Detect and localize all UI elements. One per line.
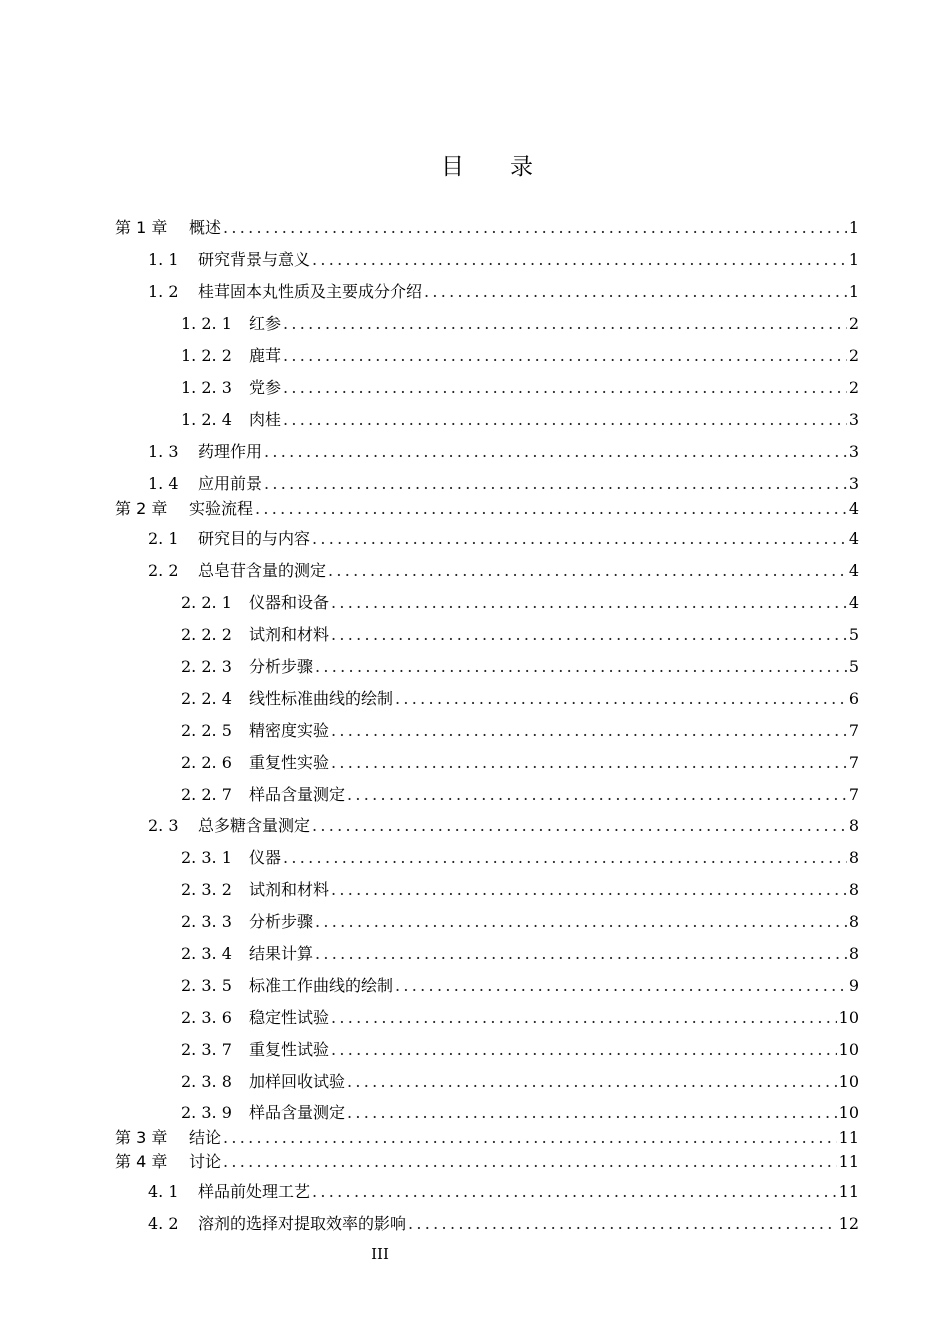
toc-entry-page: 3 [848, 474, 859, 493]
toc-entry[interactable] [181, 312, 859, 336]
dot-leader [283, 376, 847, 400]
toc-entry-number: 2. 2. 2 [181, 625, 232, 644]
toc-entry-number: 2. 3. 8 [181, 1072, 232, 1091]
dot-leader [255, 497, 847, 521]
toc-entry[interactable] [181, 783, 859, 807]
toc-entry-label [181, 1070, 345, 1094]
toc-entry-title: 样品前处理工艺 [198, 1182, 311, 1201]
toc-entry-page: 7 [848, 721, 859, 740]
toc-entry[interactable] [181, 974, 859, 998]
toc-entry-page: 4 [848, 561, 859, 580]
dot-leader [408, 1212, 837, 1236]
toc-entry-page: 6 [848, 689, 859, 708]
toc-entry[interactable] [115, 216, 859, 240]
toc-entry[interactable] [148, 280, 859, 304]
toc-entry-page: 4 [848, 499, 859, 518]
toc-entry[interactable] [181, 687, 859, 711]
toc-entry-number: 1. 2. 4 [181, 410, 232, 429]
toc-entry-label [181, 942, 313, 966]
toc-entry-title: 仪器和设备 [249, 593, 330, 612]
toc-entry-title: 仪器 [249, 848, 282, 867]
toc-entry-label [181, 376, 281, 400]
toc-entry-number: 1. 3 [148, 442, 179, 461]
dot-leader [264, 440, 847, 464]
toc-entry-title: 稳定性试验 [249, 1008, 330, 1027]
toc-entry-label [181, 974, 393, 998]
toc-entry-title: 实验流程 [189, 499, 254, 518]
toc-entry-label [181, 344, 281, 368]
toc-entry-label [115, 497, 253, 521]
dot-leader [331, 719, 847, 743]
toc-entry-title: 讨论 [189, 1152, 222, 1171]
dot-leader [283, 408, 847, 432]
toc-entry-page: 3 [848, 410, 859, 429]
toc-entry[interactable] [181, 1101, 859, 1125]
dot-leader [264, 472, 847, 496]
toc-entry-label [181, 878, 329, 902]
toc-entry-label [115, 216, 221, 240]
toc-entry-title: 鹿茸 [249, 346, 282, 365]
toc-entry-label [148, 440, 262, 464]
toc-entry-number: 第 3 章 [115, 1128, 168, 1147]
toc-entry-page: 2 [848, 346, 859, 365]
toc-entry-title: 分析步骤 [249, 657, 314, 676]
toc-entry-label [181, 1038, 329, 1062]
toc-entry-label [181, 1101, 345, 1125]
dot-leader [347, 1101, 837, 1125]
toc-entry[interactable] [181, 376, 859, 400]
toc-entry-number: 2. 3. 9 [181, 1103, 232, 1122]
toc-entry-title: 结果计算 [249, 944, 314, 963]
toc-entry-label [181, 408, 281, 432]
toc-entry[interactable] [181, 408, 859, 432]
toc-entry-title: 肉桂 [249, 410, 282, 429]
toc-entry-number: 1. 2 [148, 282, 179, 301]
toc-entry-number: 2. 3. 1 [181, 848, 232, 867]
toc-entry-label [181, 655, 313, 679]
toc-entry-number: 2. 2. 4 [181, 689, 232, 708]
toc-entry[interactable] [181, 344, 859, 368]
toc-entry-number: 1. 2. 3 [181, 378, 232, 397]
toc-entry-page: 5 [848, 657, 859, 676]
toc-entry-title: 概述 [189, 218, 222, 237]
toc-entry[interactable] [181, 910, 859, 934]
toc-entry-title: 重复性实验 [249, 753, 330, 772]
toc-entry-number: 2. 3. 7 [181, 1040, 232, 1059]
dot-leader [315, 910, 847, 934]
toc-entry-title: 研究目的与内容 [198, 529, 311, 548]
toc-entry-title: 研究背景与意义 [198, 250, 311, 269]
dot-leader [223, 1126, 837, 1150]
dot-leader [223, 216, 847, 240]
dot-leader [312, 1180, 837, 1204]
toc-entry-number: 2. 2. 1 [181, 593, 232, 612]
toc-entry-number: 1. 2. 2 [181, 346, 232, 365]
dot-leader [312, 814, 847, 838]
toc-entry-page: 8 [848, 944, 859, 963]
dot-leader [331, 1006, 837, 1030]
toc-entry-number: 2. 3. 5 [181, 976, 232, 995]
toc-entry-title: 药理作用 [198, 442, 263, 461]
page-number-footer: III [371, 1245, 389, 1263]
title-char-right: 录 [510, 154, 535, 180]
dot-leader [395, 687, 847, 711]
toc-entry[interactable] [115, 497, 859, 521]
toc-entry-number: 4. 1 [148, 1182, 179, 1201]
toc-entry-title: 溶剂的选择对提取效率的影响 [198, 1214, 407, 1233]
toc-entry-title: 精密度实验 [249, 721, 330, 740]
toc-entry-number: 2. 3. 2 [181, 880, 232, 899]
toc-entry[interactable] [148, 527, 859, 551]
dot-leader [328, 559, 847, 583]
toc-entry-number: 2. 2 [148, 561, 179, 580]
toc-entry-title: 红参 [249, 314, 282, 333]
toc-entry-title: 样品含量测定 [249, 785, 346, 804]
toc-entry-number: 4. 2 [148, 1214, 179, 1233]
toc-entry-label [148, 472, 262, 496]
toc-entry[interactable] [148, 814, 859, 838]
toc-entry-number: 2. 2. 6 [181, 753, 232, 772]
toc-entry[interactable] [181, 1070, 859, 1094]
toc-entry-title: 分析步骤 [249, 912, 314, 931]
toc-entry[interactable] [148, 559, 859, 583]
toc-entry[interactable] [181, 1038, 859, 1062]
toc-entry-title: 标准工作曲线的绘制 [249, 976, 394, 995]
toc-entry-number: 第 4 章 [115, 1152, 168, 1171]
toc-entry-title: 总多糖含量测定 [198, 816, 311, 835]
toc-entry-label [181, 910, 313, 934]
toc-entry[interactable] [181, 591, 859, 615]
toc-entry-page: 11 [838, 1182, 859, 1201]
toc-entry-label [148, 280, 422, 304]
toc-entry-page: 11 [838, 1152, 859, 1171]
toc-entry-page: 1 [848, 250, 859, 269]
dot-leader [312, 248, 847, 272]
dot-leader [331, 878, 847, 902]
toc-entry-label [181, 312, 281, 336]
toc-entry-label [148, 1212, 406, 1236]
toc-entry[interactable] [181, 846, 859, 870]
toc-entry-label [181, 846, 281, 870]
toc-entry-page: 12 [838, 1214, 859, 1233]
toc-entry-page: 4 [848, 593, 859, 612]
toc-entry-title: 试剂和材料 [249, 880, 330, 899]
toc-entry-label [181, 687, 393, 711]
toc-entry-page: 4 [848, 529, 859, 548]
toc-entry-number: 2. 3. 3 [181, 912, 232, 931]
toc-entry-label [148, 559, 326, 583]
toc-entry-page: 7 [848, 785, 859, 804]
toc-entry-title: 总皂苷含量的测定 [198, 561, 327, 580]
toc-entry-title: 应用前景 [198, 474, 263, 493]
dot-leader [347, 1070, 837, 1094]
toc-entry-label [181, 1006, 329, 1030]
toc-entry-page: 3 [848, 442, 859, 461]
toc-entry[interactable] [181, 1006, 859, 1030]
toc-entry-title: 结论 [189, 1128, 222, 1147]
toc-entry-number: 2. 2. 7 [181, 785, 232, 804]
toc-entry-number: 2. 3. 4 [181, 944, 232, 963]
toc-entry-page: 11 [838, 1128, 859, 1147]
toc-entry[interactable] [148, 248, 859, 272]
toc-entry-number: 第 2 章 [115, 499, 168, 518]
toc-entry-page: 8 [848, 880, 859, 899]
toc-entry[interactable] [181, 942, 859, 966]
toc-entry-page: 10 [838, 1040, 859, 1059]
toc-entry[interactable] [181, 878, 859, 902]
title-char-left: 目 [441, 154, 466, 180]
toc-entry-page: 10 [838, 1103, 859, 1122]
toc-entry-number: 2. 2. 5 [181, 721, 232, 740]
dot-leader [331, 591, 847, 615]
toc-entry[interactable] [181, 751, 859, 775]
toc-entry-title: 试剂和材料 [249, 625, 330, 644]
toc-entry[interactable] [181, 655, 859, 679]
dot-leader [283, 312, 847, 336]
toc-entry-title: 线性标准曲线的绘制 [249, 689, 394, 708]
dot-leader [331, 1038, 837, 1062]
toc-entry[interactable] [115, 1126, 859, 1150]
toc-entry[interactable] [148, 440, 859, 464]
dot-leader [395, 974, 847, 998]
toc-entry-page: 10 [838, 1008, 859, 1027]
toc-entry-page: 7 [848, 753, 859, 772]
toc-entry-page: 1 [848, 218, 859, 237]
toc-entry-number: 1. 4 [148, 474, 179, 493]
dot-leader [331, 751, 847, 775]
toc-entry-number: 2. 2. 3 [181, 657, 232, 676]
toc-entry-label [115, 1126, 221, 1150]
toc-entry-page: 10 [838, 1072, 859, 1091]
toc-entry-number: 1. 1 [148, 250, 179, 269]
toc-entry-title: 重复性试验 [249, 1040, 330, 1059]
dot-leader [315, 942, 847, 966]
toc-entry[interactable] [148, 1212, 859, 1236]
toc-entry-label [181, 751, 329, 775]
toc-entry-label [181, 783, 345, 807]
toc-entry-title: 样品含量测定 [249, 1103, 346, 1122]
toc-entry-title: 加样回收试验 [249, 1072, 346, 1091]
toc-entry-label [148, 814, 310, 838]
toc-entry-page: 8 [848, 816, 859, 835]
toc-entry-label [148, 527, 310, 551]
toc-entry-page: 2 [848, 378, 859, 397]
toc-entry-page: 2 [848, 314, 859, 333]
toc-entry-page: 8 [848, 912, 859, 931]
toc-entry-label [181, 719, 329, 743]
dot-leader [283, 344, 847, 368]
toc-entry[interactable] [115, 1150, 859, 1174]
dot-leader [424, 280, 847, 304]
toc-entry-label [181, 623, 329, 647]
toc-entry-label [148, 1180, 310, 1204]
toc-entry-page: 8 [848, 848, 859, 867]
toc-entry-label [148, 248, 310, 272]
dot-leader [283, 846, 847, 870]
toc-entry[interactable] [148, 472, 859, 496]
toc-entry-page: 9 [848, 976, 859, 995]
toc-entry[interactable] [181, 623, 859, 647]
toc-entry-number: 2. 3. 6 [181, 1008, 232, 1027]
dot-leader [223, 1150, 837, 1174]
dot-leader [347, 783, 847, 807]
toc-entry-label [115, 1150, 221, 1174]
toc-entry[interactable] [148, 1180, 859, 1204]
toc-entry-label [181, 591, 329, 615]
toc-entry-number: 2. 3 [148, 816, 179, 835]
dot-leader [312, 527, 847, 551]
dot-leader [331, 623, 847, 647]
toc-entry-number: 1. 2. 1 [181, 314, 232, 333]
toc-entry-number: 2. 1 [148, 529, 179, 548]
toc-entry-page: 1 [848, 282, 859, 301]
toc-entry-title: 党参 [249, 378, 282, 397]
toc-entry-page: 5 [848, 625, 859, 644]
dot-leader [315, 655, 847, 679]
toc-entry-title: 桂茸固本丸性质及主要成分介绍 [198, 282, 423, 301]
toc-entry-number: 第 1 章 [115, 218, 168, 237]
toc-entry[interactable] [181, 719, 859, 743]
